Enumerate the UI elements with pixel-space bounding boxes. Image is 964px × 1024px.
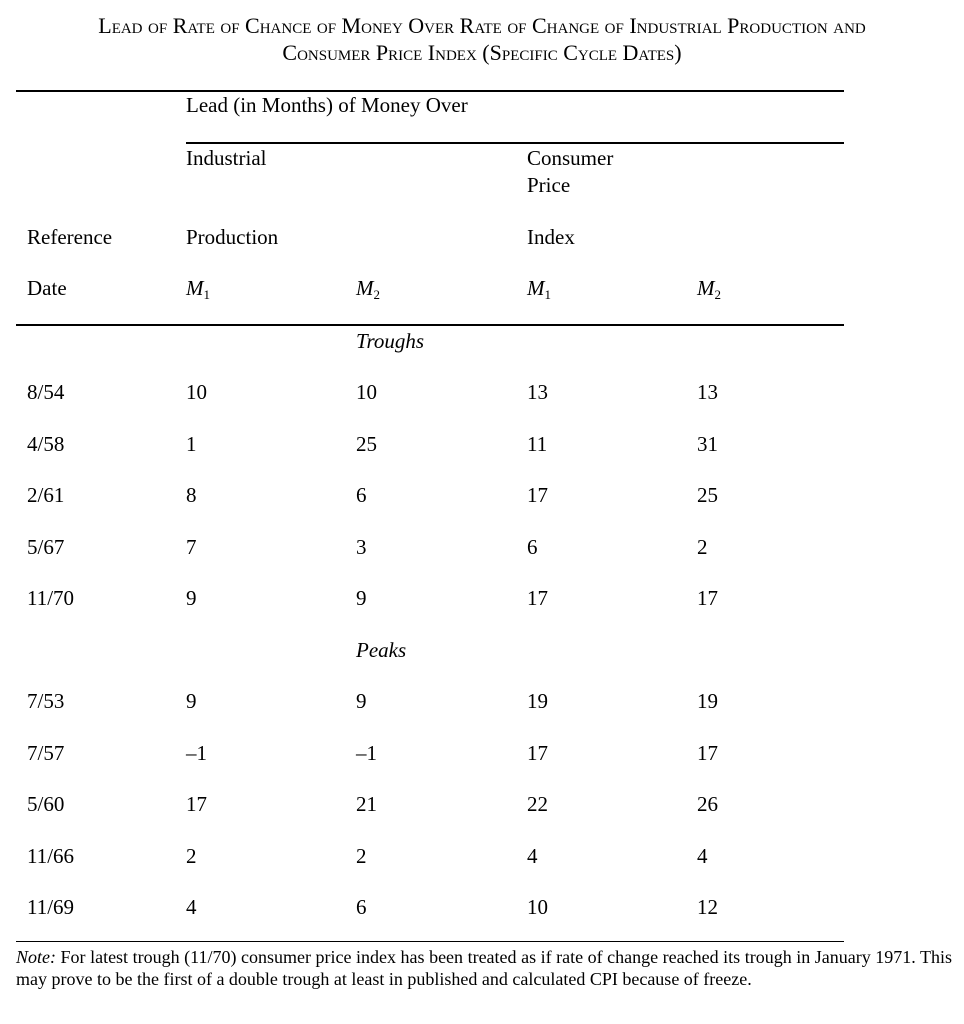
cell-ip-m2: 9 bbox=[356, 586, 367, 610]
header-ip-m2: $M_2$ bbox=[356, 276, 380, 302]
cell-cpi-m1: 6 bbox=[527, 534, 538, 559]
header-production: Production bbox=[186, 225, 279, 249]
table-note bbox=[16, 946, 952, 990]
table-bottom-rule bbox=[16, 941, 844, 942]
cell-reference-date: 11/66 bbox=[27, 843, 75, 868]
cell-ip-m2: 6 bbox=[356, 895, 367, 919]
cell-reference-date: 5/60 bbox=[27, 792, 65, 816]
cell-ip-m1: 1 bbox=[186, 431, 197, 456]
cell-ip-m1: 7 bbox=[186, 534, 197, 559]
cell-ip-m1: 4 bbox=[186, 895, 197, 919]
note-text: For latest trough (11/70) consumer price index has been treated as if rate of change reached its trough in January 1971. This may prove to be the first of a double trough at least in published and calculated CPI because of freeze. bbox=[16, 947, 952, 989]
cell-reference-date: 4/58 bbox=[27, 431, 65, 456]
cell-ip-m2: 25 bbox=[356, 431, 377, 456]
header-consumer: Consumer bbox=[527, 146, 614, 170]
header-date: Date bbox=[27, 276, 67, 300]
cell-cpi-m2: 2 bbox=[697, 534, 708, 559]
cell-cpi-m2: 17 bbox=[697, 740, 718, 765]
cell-reference-date: 7/53 bbox=[27, 689, 65, 713]
header-reference: Reference bbox=[27, 225, 113, 249]
cell-ip-m2: 3 bbox=[356, 534, 367, 559]
cell-reference-date: 11/70 bbox=[27, 586, 75, 610]
cell-cpi-m1: 19 bbox=[527, 689, 548, 713]
header-price: Price bbox=[527, 173, 571, 197]
cell-ip-m1: 9 bbox=[186, 586, 197, 610]
cell-ip-m1: 10 bbox=[186, 380, 207, 404]
cell-reference-date: 2/61 bbox=[27, 483, 65, 507]
cell-cpi-m2: 17 bbox=[697, 586, 718, 610]
cell-cpi-m1: 4 bbox=[527, 843, 538, 868]
cell-cpi-m1: 17 bbox=[527, 740, 548, 765]
table-title bbox=[0, 12, 964, 66]
header-bottom-rule bbox=[16, 324, 844, 326]
cell-ip-m1: 9 bbox=[186, 689, 197, 713]
cell-cpi-m2: 13 bbox=[697, 380, 718, 404]
section-label-troughs: Troughs bbox=[356, 329, 425, 353]
cell-cpi-m1: 10 bbox=[527, 895, 548, 919]
cell-ip-m2: 21 bbox=[356, 792, 377, 816]
title-line-2: Consumer Price Index (Specific Cycle Dates) bbox=[282, 40, 682, 65]
cell-ip-m1: 2 bbox=[186, 843, 197, 868]
cell-ip-m2: 9 bbox=[356, 689, 367, 713]
header-ip-m1: $M_1$ bbox=[186, 276, 210, 302]
cell-cpi-m1: 17 bbox=[527, 586, 548, 610]
cell-ip-m2: –1 bbox=[356, 740, 377, 765]
title-line-1: Lead of Rate of Chance of Money Over Rate of Change of Industrial Production and bbox=[98, 13, 866, 38]
cell-cpi-m2: 31 bbox=[697, 431, 718, 456]
sub-header-rule bbox=[186, 142, 844, 144]
section-label-peaks: Peaks bbox=[356, 638, 407, 662]
cell-cpi-m1: 11 bbox=[527, 431, 548, 456]
header-index: Index bbox=[527, 225, 575, 249]
cell-reference-date: 8/54 bbox=[27, 380, 65, 404]
cell-cpi-m1: 17 bbox=[527, 483, 548, 507]
cell-cpi-m2: 19 bbox=[697, 689, 718, 713]
cell-cpi-m2: 4 bbox=[697, 843, 708, 868]
cell-reference-date: 11/69 bbox=[27, 895, 75, 919]
cell-ip-m1: –1 bbox=[186, 740, 207, 765]
header-cpi-m1: $M_1$ bbox=[527, 276, 551, 302]
cell-ip-m1: 8 bbox=[186, 483, 197, 507]
cell-ip-m2: 2 bbox=[356, 843, 367, 868]
cell-cpi-m2: 26 bbox=[697, 792, 718, 816]
cell-ip-m2: 6 bbox=[356, 483, 367, 507]
cell-ip-m1: 17 bbox=[186, 792, 207, 816]
header-cpi-m2: $M_2$ bbox=[697, 276, 721, 302]
cell-ip-m2: 10 bbox=[356, 380, 377, 404]
cell-cpi-m1: 13 bbox=[527, 380, 548, 404]
header-lead: Lead (in Months) of Money Over bbox=[186, 93, 468, 117]
cell-cpi-m2: 25 bbox=[697, 483, 718, 507]
cell-reference-date: 7/57 bbox=[27, 740, 65, 765]
cell-reference-date: 5/67 bbox=[27, 534, 65, 559]
cell-cpi-m2: 12 bbox=[697, 895, 718, 919]
note-label: Note: bbox=[16, 947, 56, 967]
header-industrial: Industrial bbox=[186, 146, 267, 170]
cell-cpi-m1: 22 bbox=[527, 792, 548, 816]
